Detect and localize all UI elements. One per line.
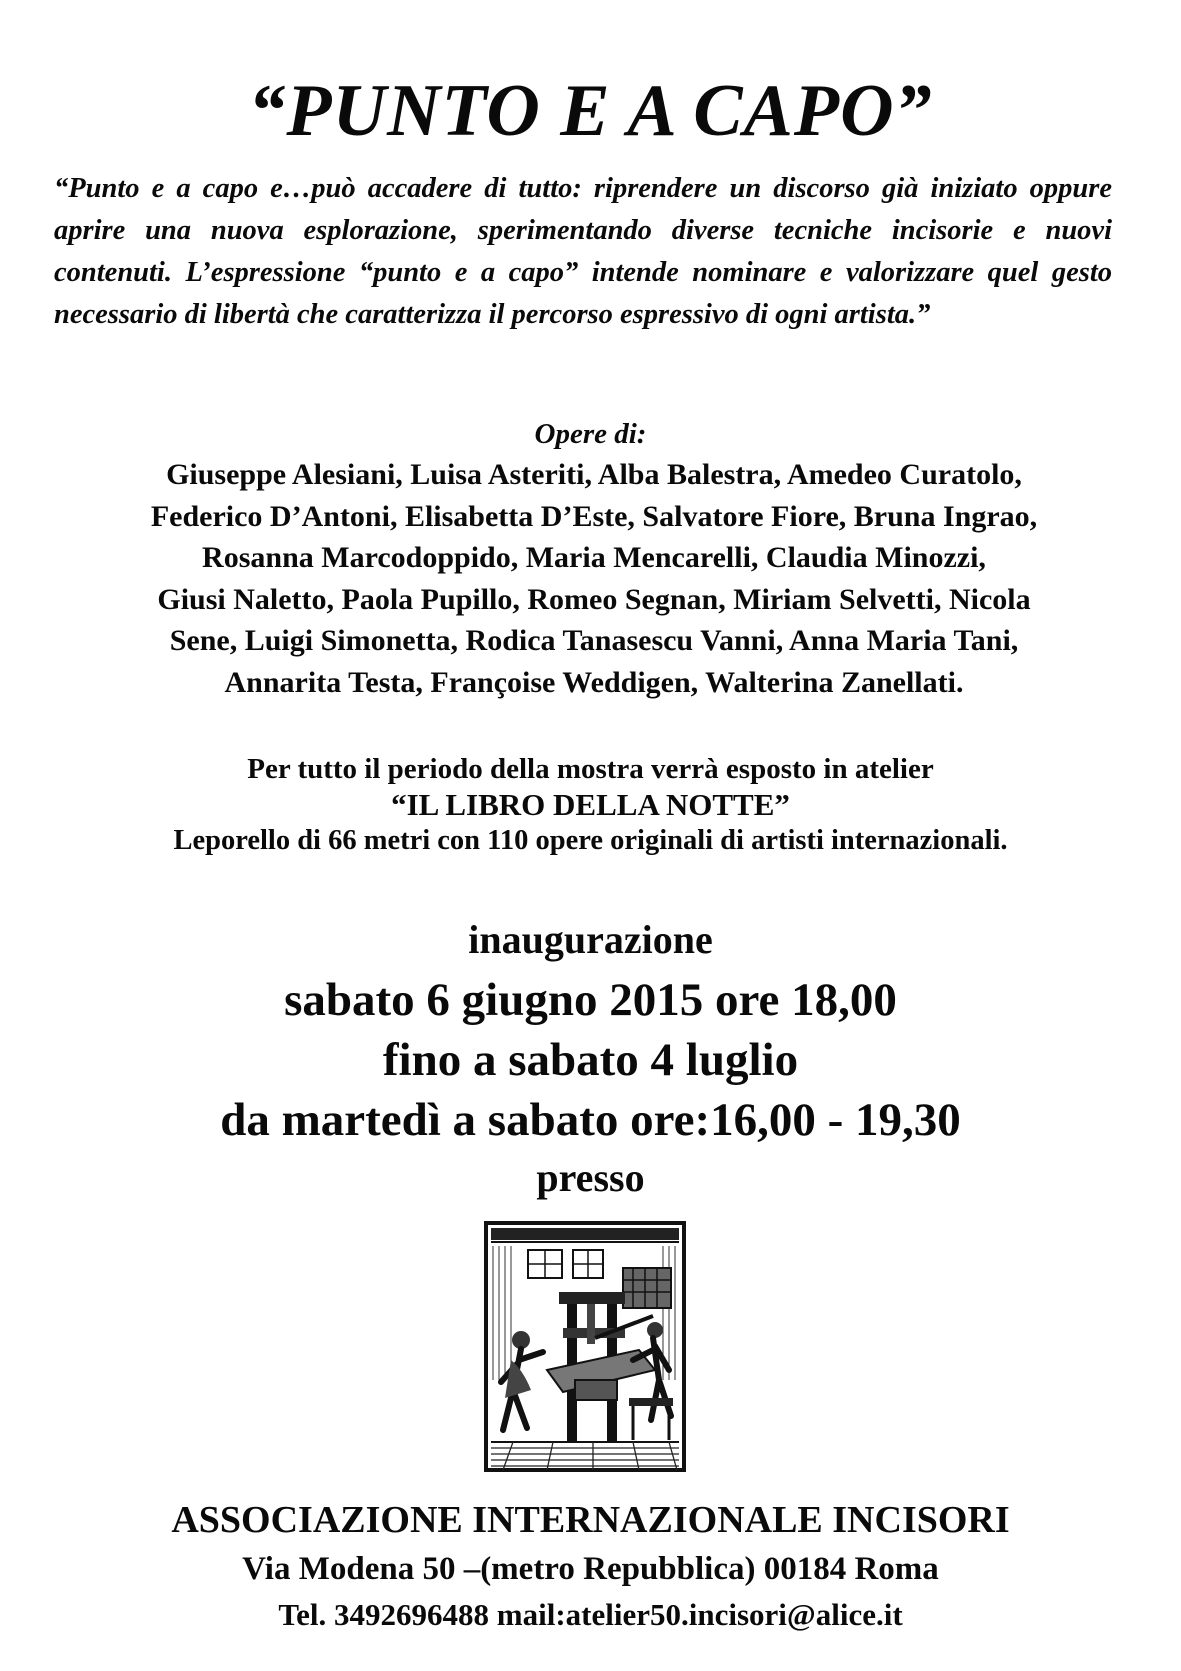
- artists-line: Giuseppe Alesiani, Luisa Asteriti, Alba Balestra, Amedeo Curatolo,: [166, 458, 1022, 491]
- printing-press-woodcut-icon: [483, 1220, 687, 1473]
- artists-line: Rosanna Marcodoppido, Maria Mencarelli, Claudia Minozzi,: [202, 541, 986, 574]
- artists-line: Federico D’Antoni, Elisabetta D’Este, Salvatore Fiore, Bruna Ingrao,: [150, 499, 1038, 533]
- venue-label: presso: [536, 1155, 645, 1200]
- intro-paragraph: “Punto e a capo e…può accadere di tutto: riprendere un discorso già iniziato oppure aprire una nuova esplorazione, sperimentando diverse tecniche incisorie e nuovi contenuti. L’espressione “punto e a capo” intende nominare e valorizzare quel gesto necessario di libertà che caratterizza il percorso espressivo di ogni artista.”: [54, 173, 1112, 330]
- artists-line: Annarita Testa, Françoise Weddigen, Walterina Zanellati.: [224, 665, 964, 699]
- opere-label: Opere di:: [534, 418, 647, 450]
- exhibit-description: Leporello di 66 metri con 110 opere originali di artisti internazionali.: [173, 825, 1008, 856]
- contacts: Tel. 3492696488 mail:atelier50.incisori@alice.it: [278, 1597, 903, 1632]
- association-name: ASSOCIAZIONE INTERNAZIONALE INCISORI: [171, 1499, 1010, 1541]
- artists-list: [66, 454, 1122, 703]
- artists-line: Giusi Naletto, Paola Pupillo, Romeo Segnan, Miriam Selvetti, Nicola: [157, 582, 1031, 616]
- closing-date: fino a sabato 4 luglio: [382, 1034, 799, 1086]
- poster-title: “PUNTO E A CAPO”: [248, 70, 933, 152]
- artists-line: Sene, Luigi Simonetta, Rodica Tanasescu Vanni, Anna Maria Tani,: [169, 624, 1019, 657]
- exhibit-intro: Per tutto il periodo della mostra verrà esposto in atelier: [247, 753, 934, 785]
- address: Via Modena 50 –(metro Repubblica) 00184 Roma: [242, 1551, 939, 1587]
- inauguration-label: inaugurazione: [468, 917, 713, 962]
- opening-date: sabato 6 giugno 2015 ore 18,00: [284, 974, 897, 1026]
- opening-hours: da martedì a sabato ore:16,00 - 19,30: [220, 1094, 961, 1146]
- exhibit-title: “IL LIBRO DELLA NOTTE”: [391, 787, 790, 822]
